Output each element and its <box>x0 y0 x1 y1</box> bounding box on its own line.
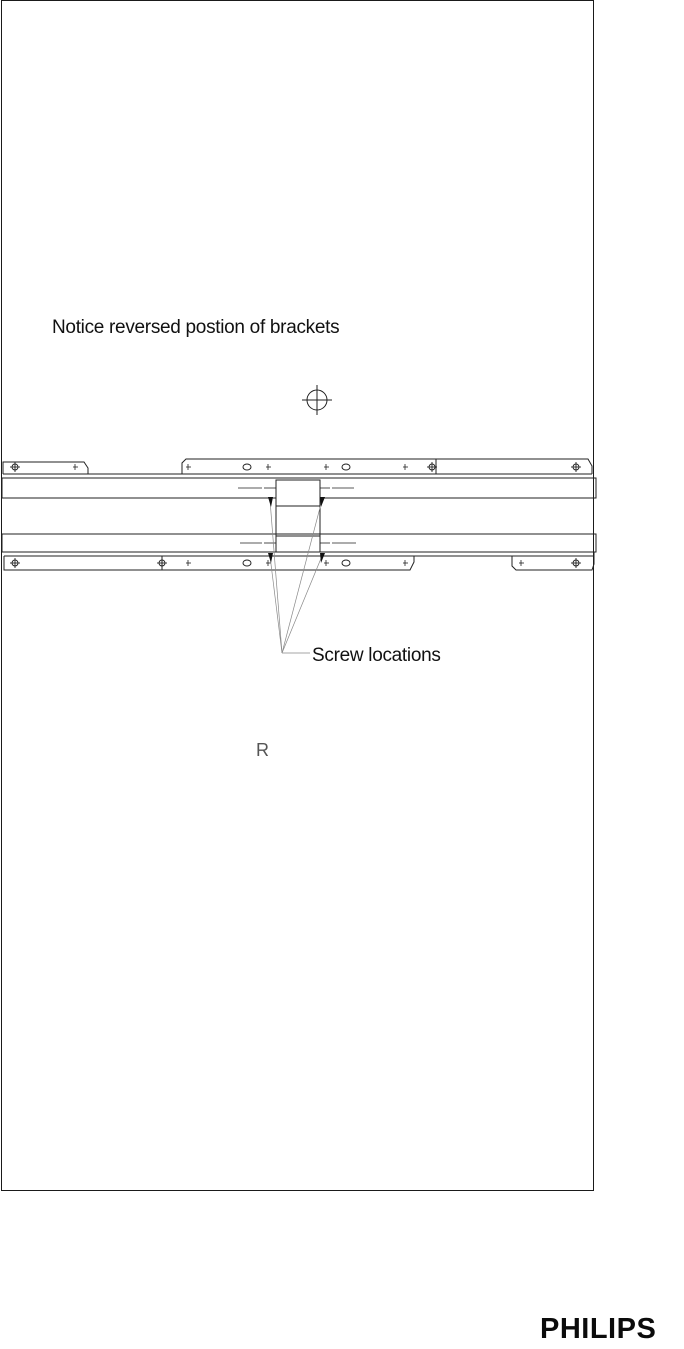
screw-leader-lines <box>270 500 322 653</box>
r-mark: R <box>256 740 269 760</box>
center-plates <box>276 480 320 552</box>
center-crosshair-icon <box>302 385 332 415</box>
notice-annotation: Notice reversed postion of brackets <box>52 317 340 338</box>
leader-arrowheads <box>268 497 325 563</box>
screw-locations-label: Screw locations <box>312 645 441 666</box>
philips-logo: PHILIPS <box>540 1313 657 1345</box>
